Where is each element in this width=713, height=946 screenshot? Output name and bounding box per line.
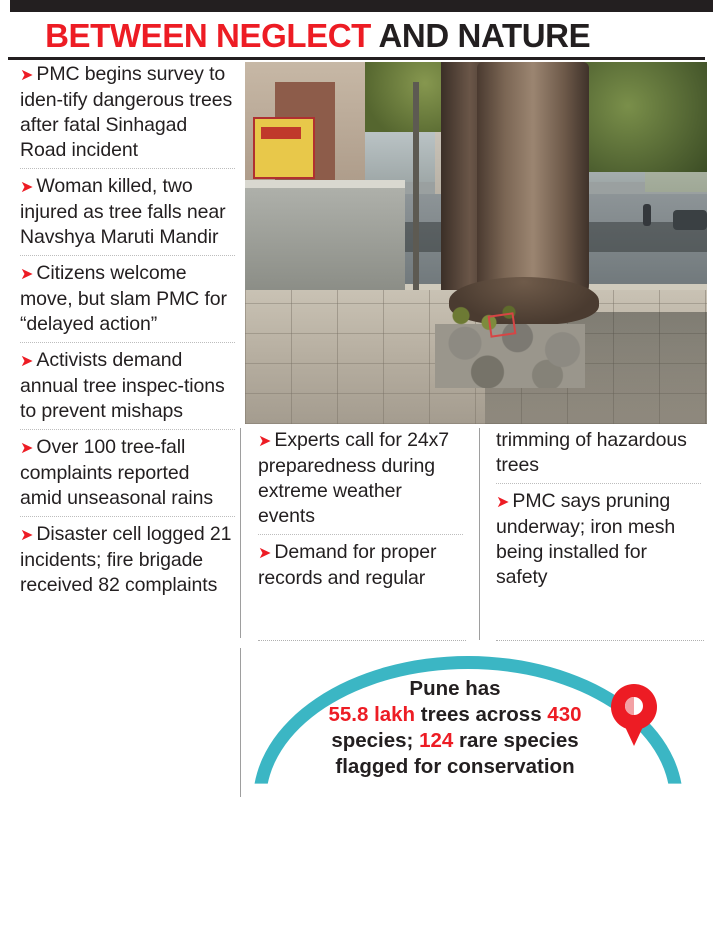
bullet-item: [20, 174, 235, 250]
photo-pole: [413, 82, 419, 297]
footer-value2: 430: [547, 703, 582, 726]
bullet-text: Activists demand annual tree inspec-tions to prevent mishaps: [20, 349, 225, 422]
bullet-item: [20, 435, 235, 511]
headline-rule: [8, 57, 705, 60]
photo-canopy-right: [575, 62, 707, 172]
bullet-arrow-icon: ➤: [20, 266, 34, 283]
bullet-text: Over 100 tree-fall complaints reported amid unseasonal rains: [20, 436, 214, 509]
divider-vertical-3: [479, 428, 480, 640]
bullet-separator: [20, 516, 235, 517]
bullet-separator: [20, 168, 235, 169]
footer-value1: 55.8 lakh: [328, 703, 416, 726]
bullet-text: PMC says pruning underway; iron mesh being installed for safety: [496, 490, 676, 588]
footer-line1: Pune has: [409, 677, 501, 700]
bullet-arrow-icon: ➤: [258, 545, 272, 562]
footer-stat-band: [245, 648, 707, 801]
divider-vertical-1: [240, 428, 241, 638]
divider-dotted-right: [496, 640, 704, 641]
photo-compound-wall: [245, 182, 405, 292]
bullet-arrow-icon: ➤: [20, 440, 34, 457]
footer-text1: trees across: [415, 703, 548, 726]
headline-black: AND NATURE: [378, 17, 591, 54]
bullet-text: Disaster cell logged 21 incidents; fire brigade received 82 complaints: [20, 523, 232, 596]
bullet-arrow-icon: ➤: [496, 494, 510, 511]
bullet-arrow-icon: ➤: [258, 433, 272, 450]
footer-text3: rare species: [453, 729, 579, 752]
bullet-text: Woman killed, two injured as tree falls near Navshya Maruti Mandir: [20, 175, 226, 248]
bullet-item: [20, 522, 235, 598]
divider-dotted-middle: [258, 640, 466, 641]
bullet-arrow-icon: ➤: [20, 67, 34, 84]
bullet-column-right: [496, 428, 701, 590]
bullet-column-left: [20, 62, 235, 598]
footer-stat-text: [305, 676, 605, 780]
bullet-item: [20, 62, 235, 163]
footer-text2: species;: [331, 729, 420, 752]
bullet-arrow-icon: ➤: [20, 179, 34, 196]
bullet-item: [258, 428, 463, 529]
bullet-item: [20, 261, 235, 337]
bullet-separator: [258, 534, 463, 535]
bullet-separator: [20, 255, 235, 256]
bullet-separator: [20, 429, 235, 430]
photo-yellow-banner: [253, 117, 315, 179]
bullet-item: [496, 489, 701, 590]
bullet-arrow-icon: ➤: [20, 353, 34, 370]
photo-tree-on-footpath: [245, 62, 707, 424]
photo-wall-top: [245, 180, 405, 188]
footer-line4: flagged for conservation: [335, 755, 575, 778]
bullet-arrow-icon: ➤: [20, 527, 34, 544]
bullet-column-middle: [258, 428, 463, 591]
bullet-text: Experts call for 24x7 preparedness during extreme weather events: [258, 429, 449, 527]
bullet-separator: [496, 483, 701, 484]
photo-parked-car: [673, 210, 707, 230]
photo-pedestrian: [643, 204, 651, 226]
bottom-white-bar: [0, 797, 713, 801]
top-bar-gap: [0, 0, 10, 12]
bullet-text: Citizens welcome move, but slam PMC for “delayed action”: [20, 262, 227, 335]
divider-vertical-2: [240, 648, 241, 798]
bullet-text: Demand for proper records and regular: [258, 541, 437, 589]
bullet-item: [496, 428, 701, 478]
map-pin-icon: [611, 684, 657, 748]
page-title: [10, 14, 705, 58]
bullet-item: [20, 348, 235, 424]
bullet-item: [258, 540, 463, 591]
photo-red-marking: [488, 312, 517, 337]
footer-value3: 124: [419, 729, 454, 752]
bullet-text: trimming of hazardous trees: [496, 429, 687, 476]
bullet-separator: [20, 342, 235, 343]
headline-red: BETWEEN NEGLECT: [45, 17, 379, 54]
bullet-text: PMC begins survey to iden-tify dangerous trees after fatal Sinhagad Road incident: [20, 63, 233, 161]
